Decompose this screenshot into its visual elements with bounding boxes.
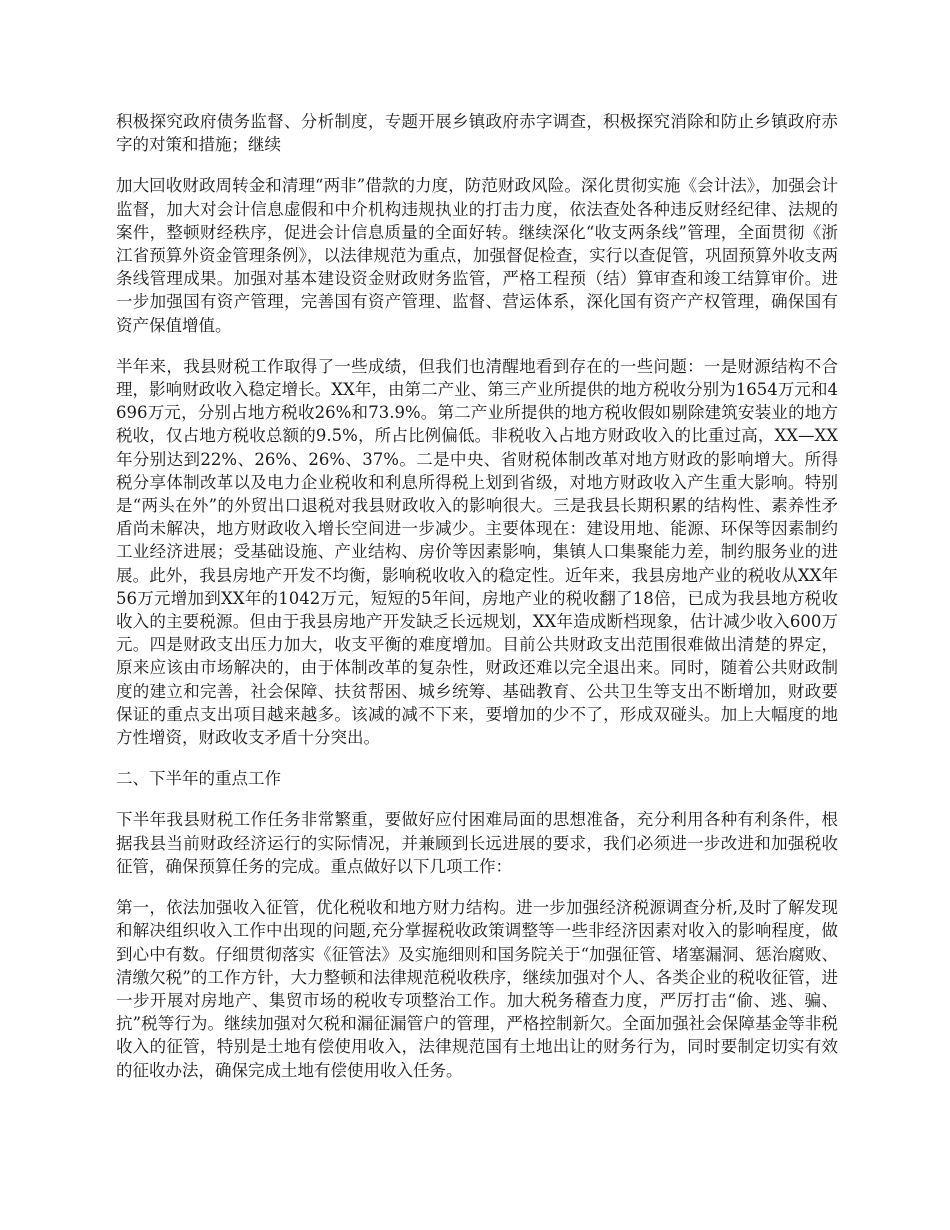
paragraph-second-half-intro: 下半年我县财税工作任务非常繁重，要做好应付困难局面的思想准备，充分利用各种有利条件，根据我县当前财政经济运行的实际情况，并兼顾到长远进展的要求，我们必须进一步改进和加强税收征管，确保预算任务的完成。重点做好以下几项工作：	[116, 810, 838, 876]
section-heading: 二、下半年的重点工作	[116, 769, 281, 789]
document-body	[116, 110, 838, 1100]
paragraph-first-task: 第一，依法加强收入征管，优化税收和地方财力结构。进一步加强经济税源调查分析,及时了解发现和解决组织收入工作中出现的问题,充分掌握税收政策调整等一些非经济因素对收入的影响程度，做到心中有数。仔细贯彻落实《征管法》及实施细则和国务院关于“加强征管、堵塞漏洞、惩治腐败、清缴欠税”的工作方针，大力整顿和法律规范税收秩序，继续加强对个人、各类企业的税收征管，进一步开展对房地产、集贸市场的税收专项整治工作。加大税务稽查力度，严厉打击“偷、逃、骗、抗”税等行为。继续加强对欠税和漏征漏管户的管理，严格控制新欠。全面加强社会保障基金等非税收入的征管，特别是土地有偿使用收入，法律规范国有土地出让的财务行为，同时要制定切实有效的征收办法，确保完成土地有偿使用收入任务。	[116, 898, 838, 1080]
paragraph-financial-risk: 加大回收财政周转金和清理“两非”借款的力度，防范财政风险。深化贯彻实施《会计法》，加强会计监督，加大对会计信息虚假和中介机构违规执业的打击力度，依法查处各种违反财经纪律、法规的案件，整顿财经秩序，促进会计信息质量的全面好转。继续深化“收支两条线”管理，全面贯彻《浙江省预算外资金管理条例》，以法律规范为重点，加强督促检查，实行以查促管，巩固预算外收支两条线管理成果。加强对基本建设资金财政财务监管，严格工程预（结）算审查和竣工结算审价。进一步加强国有资产管理，完善国有资产管理、监督、营运体系，深化国有资产产权管理，确保国有资产保值增值。	[116, 176, 838, 335]
paragraph-problems: 半年来，我县财税工作取得了一些成绩，但我们也清醒地看到存在的一些问题：一是财源结构不合理，影响财政收入稳定增长。XX年，由第二产业、第三产业所提供的地方税收分别为1654万元和4696万元，分别占地方税收26%和73.9%。第二产业所提供的地方税收假如剔除建筑安装业的地方税收，仅占地方税收总额的9.5%，所占比例偏低。非税收入占地方财政收入的比重过高，XX—XX年分别达到22%、26%、26%、37%。二是中央、省财税体制改革对地方财政的影响增大。所得税分享体制改革以及电力企业税收和利息所得税上划到省级，对地方财政收入产生重大影响。特别是“两头在外”的外贸出口退税对我县财政收入的影响很大。三是我县长期积累的结构性、素养性矛盾尚未解决，地方财政收入增长空间进一步减少。主要体现在：建设用地、能源、环保等因素制约工业经济进展；受基础设施、产业结构、房价等因素影响，集镇人口集聚能力差，制约服务业的进展。此外，我县房地产开发不均衡，影响税收收入的稳定性。近年来，我县房地产业的税收从XX年56万元增加到XX年的1042万元，短短的5年间，房地产业的税收翻了18倍，已成为我县地方税收收入的主要税源。但由于我县房地产开发缺乏长远规划，XX年造成断档现象，估计减少收入600万元。四是财政支出压力加大，收支平衡的难度增加。目前公共财政支出范围很难做出清楚的界定，原来应该由市场解决的，由于体制改革的复杂性，财政还难以完全退出来。同时，随着公共财政制度的建立和完善，社会保障、扶贫帮困、城乡统筹、基础教育、公共卫生等支出不断增加，财政要保证的重点支出项目越来越多。该减的减不下来，要增加的少不了，形成双碰头。加上大幅度的地方性增资，财政收支矛盾十分突出。	[116, 356, 838, 748]
paragraph-debt-supervision: 积极探究政府债务监督、分析制度，专题开展乡镇政府赤字调查，积极探究消除和防止乡镇政府赤字的对策和措施；继续	[116, 112, 838, 155]
